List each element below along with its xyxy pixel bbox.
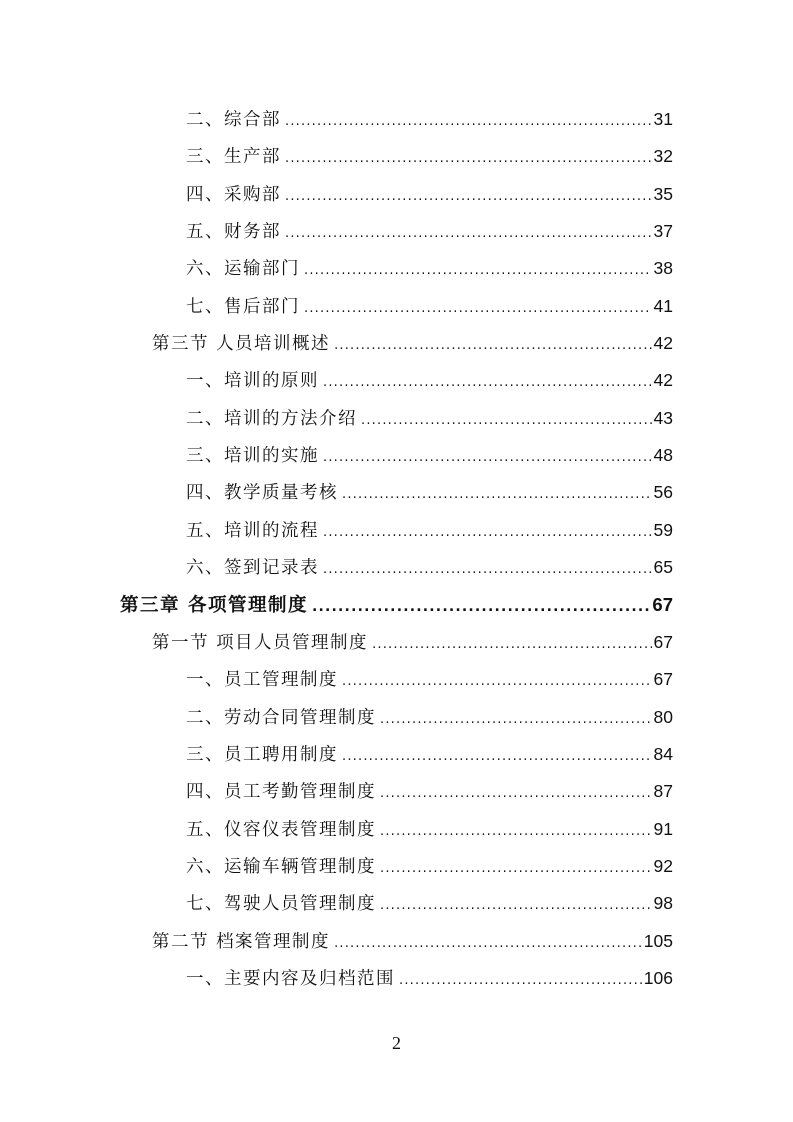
- toc-entry-page: 37: [653, 221, 673, 242]
- toc-entry-page: 67: [652, 594, 673, 616]
- toc-entry-page: 56: [653, 482, 673, 503]
- toc-entry-title: 第一节 项目人员管理制度: [152, 632, 369, 653]
- page-number: 2: [392, 1033, 401, 1053]
- toc-entry-page: 43: [653, 407, 673, 428]
- toc-entry-page: 91: [653, 818, 673, 839]
- dot-leader: [342, 737, 652, 775]
- toc-entry-page: 42: [653, 370, 673, 391]
- dot-leader: [285, 177, 652, 215]
- dot-leader: [323, 550, 652, 588]
- dot-leader: [334, 326, 651, 364]
- dot-leader: [323, 438, 652, 476]
- dot-leader: [285, 214, 652, 252]
- toc-entry-title: 一、员工管理制度: [186, 670, 338, 691]
- toc-entry-page: 80: [653, 706, 673, 727]
- toc-entry-item[interactable]: [0, 699, 673, 736]
- dot-leader: [399, 961, 642, 999]
- toc-entry-item[interactable]: [0, 101, 673, 138]
- toc-entry-page: 38: [653, 258, 673, 279]
- toc-entry-title: 五、仪容仪表管理制度: [186, 819, 376, 840]
- toc-entry-title: 三、员工聘用制度: [186, 744, 338, 765]
- toc-entry-item[interactable]: [0, 437, 673, 474]
- toc-entry-title: 七、驾驶人员管理制度: [186, 894, 376, 915]
- toc-entry-title: 三、培训的实施: [186, 446, 319, 467]
- toc-entry-title: 四、采购部: [186, 184, 281, 205]
- toc-entry-item[interactable]: [0, 400, 673, 437]
- toc-entry-section[interactable]: [0, 624, 673, 661]
- toc-entry-page: 35: [653, 183, 673, 204]
- dot-leader: [380, 886, 652, 924]
- toc-entry-section[interactable]: [0, 325, 673, 362]
- toc-entry-item[interactable]: [0, 176, 673, 213]
- dot-leader: [312, 587, 650, 626]
- toc-entry-item[interactable]: [0, 138, 673, 175]
- dot-leader: [372, 625, 651, 663]
- toc-entry-page: 59: [653, 519, 673, 540]
- toc-entry-title: 第二节 档案管理制度: [152, 931, 331, 952]
- toc-entry-item[interactable]: [0, 661, 673, 698]
- toc-entry-title: 二、综合部: [186, 110, 281, 130]
- toc-entry-item[interactable]: [0, 960, 673, 997]
- toc-entry-item[interactable]: [0, 288, 673, 325]
- toc-entry-item[interactable]: [0, 885, 673, 922]
- toc-entry-item[interactable]: [0, 250, 673, 287]
- dot-leader: [380, 774, 652, 812]
- toc-entry-page: 32: [653, 146, 673, 167]
- toc-entry-title: 五、培训的流程: [186, 520, 319, 541]
- dot-leader: [334, 924, 642, 962]
- toc-entry-title: 三、生产部: [186, 147, 281, 168]
- toc-entry-chapter[interactable]: [0, 586, 673, 623]
- dot-leader: [304, 289, 652, 327]
- toc-entry-item[interactable]: [0, 474, 673, 511]
- toc-entry-page: 67: [653, 631, 673, 652]
- dot-leader: [323, 513, 652, 551]
- toc-entry-title: 二、劳动合同管理制度: [186, 707, 376, 728]
- dot-leader: [380, 812, 652, 850]
- toc-entry-title: 五、财务部: [186, 222, 281, 243]
- toc-entry-page: 41: [653, 295, 673, 316]
- dot-leader: [380, 849, 652, 887]
- toc-entry-item[interactable]: [0, 773, 673, 810]
- toc-entry-page: 31: [653, 109, 673, 129]
- toc-entry-section[interactable]: [0, 923, 673, 960]
- toc-entry-title: 六、运输车辆管理制度: [186, 856, 376, 877]
- toc-entry-title: 六、运输部门: [186, 259, 300, 280]
- dot-leader: [285, 102, 652, 140]
- toc-entry-title: 四、教学质量考核: [186, 483, 338, 504]
- toc-entry-item[interactable]: [0, 213, 673, 250]
- toc-entry-item[interactable]: [0, 736, 673, 773]
- dot-leader: [285, 139, 652, 177]
- dot-leader: [323, 363, 652, 401]
- table-of-contents: [0, 101, 793, 997]
- toc-entry-title: 第三章 各项管理制度: [120, 595, 308, 617]
- dot-leader: [380, 700, 652, 738]
- toc-entry-title: 七、售后部门: [186, 296, 300, 317]
- dot-leader: [342, 475, 652, 513]
- toc-entry-page: 98: [653, 893, 673, 914]
- toc-entry-item[interactable]: [0, 512, 673, 549]
- toc-entry-title: 四、员工考勤管理制度: [186, 782, 376, 803]
- toc-entry-page: 48: [653, 445, 673, 466]
- dot-leader: [361, 401, 652, 439]
- dot-leader: [342, 662, 652, 700]
- toc-entry-item[interactable]: [0, 811, 673, 848]
- toc-entry-title: 六、签到记录表: [186, 558, 319, 579]
- toc-entry-item[interactable]: [0, 362, 673, 399]
- toc-entry-page: 92: [653, 855, 673, 876]
- toc-entry-item[interactable]: [0, 848, 673, 885]
- toc-entry-title: 一、主要内容及归档范围: [186, 968, 395, 989]
- toc-entry-item[interactable]: [0, 549, 673, 586]
- dot-leader: [304, 251, 652, 289]
- toc-entry-title: 二、培训的方法介绍: [186, 408, 357, 429]
- toc-entry-page: 87: [653, 781, 673, 802]
- toc-entry-page: 65: [653, 557, 673, 578]
- toc-entry-page: 84: [653, 743, 673, 764]
- toc-entry-title: 第三节 人员培训概述: [152, 334, 331, 355]
- toc-entry-page: 67: [653, 669, 673, 690]
- toc-entry-page: 42: [653, 333, 673, 354]
- toc-entry-page: 106: [643, 967, 673, 988]
- toc-entry-page: 105: [643, 930, 673, 951]
- toc-entry-title: 一、培训的原则: [186, 371, 319, 392]
